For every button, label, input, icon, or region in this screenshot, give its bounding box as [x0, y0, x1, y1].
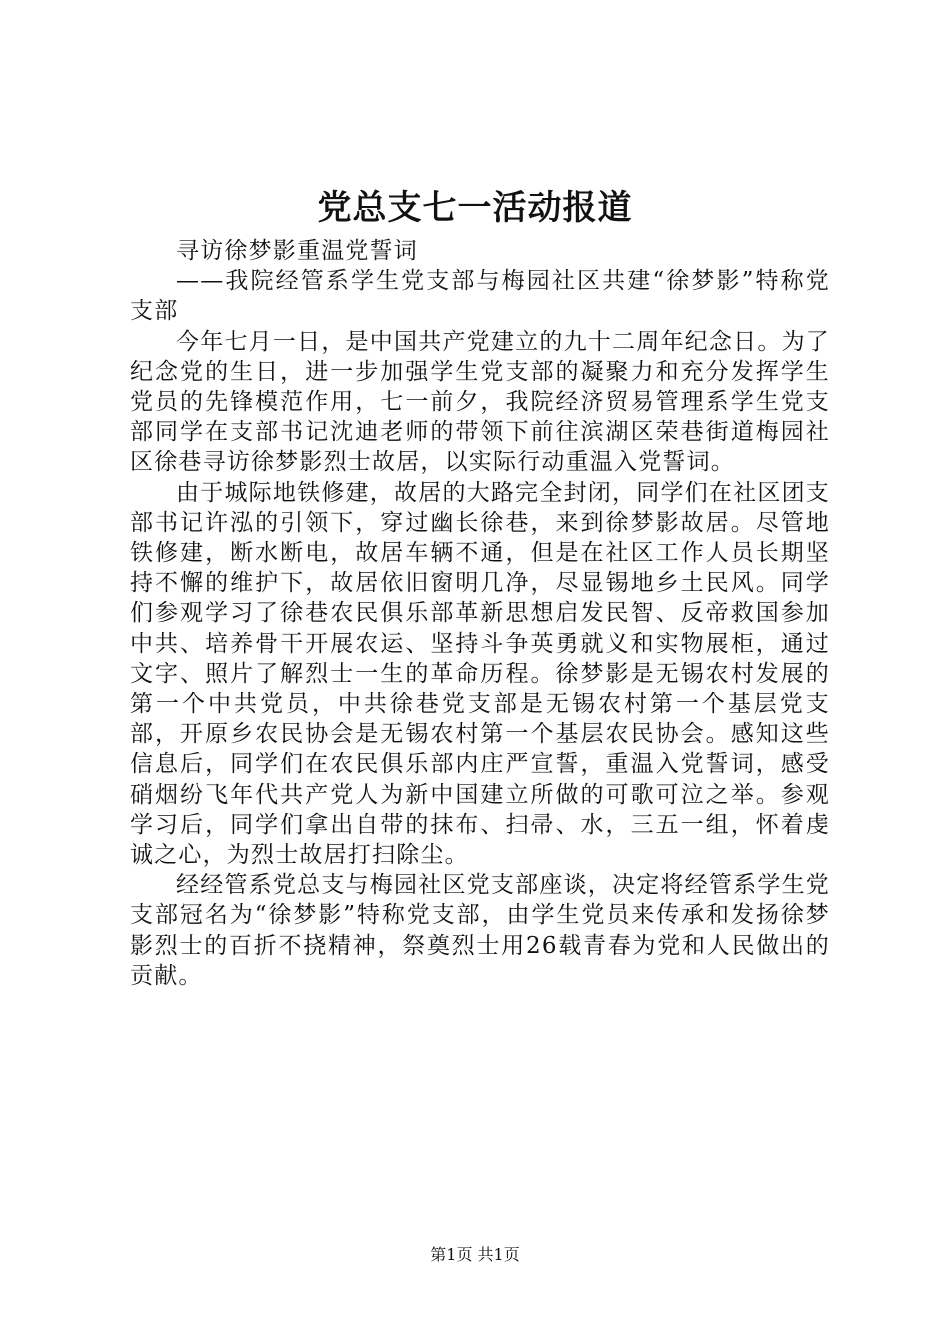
page-number: 第1页 共1页: [430, 1245, 520, 1264]
paragraph: 由于城际地铁修建，故居的大路完全封闭，同学们在社区团支部书记许泓的引领下，穿过幽长徐巷，来到徐梦影故居。尽管地铁修建，断水断电，故居车辆不通，但是在社区工作人员长期坚持不懈的维护下，故居依旧窗明几净，尽显锡地乡土民风。同学们参观学习了徐巷农民俱乐部革新思想启发民智、反帝救国参加中共、培养骨干开展农运、坚持斗争英勇就义和实物展柜，通过文字、照片了解烈士一生的革命历程。徐梦影是无锡农村发展的第一个中共党员，中共徐巷党支部是无锡农村第一个基层党支部，开原乡农民协会是无锡农村第一个基层农民协会。感知这些信息后，同学们在农民俱乐部内庄严宣誓，重温入党誓词，感受硝烟纷飞年代共产党人为新中国建立所做的可歌可泣之举。参观学习后，同学们拿出自带的抹布、扫帚、水，三五一组，怀着虔诚之心，为烈士故居打扫除尘。: [130, 479, 830, 869]
subtitle: 寻访徐梦影重温党誓词: [176, 238, 418, 264]
paragraph: 今年七月一日，是中国共产党建立的九十二周年纪念日。为了纪念党的生日，进一步加强学生党支部的凝聚力和充分发挥学生党员的先锋模范作用，七一前夕，我院经济贸易管理系学生党支部同学在支部书记沈迪老师的带领下前往滨湖区荣巷街道梅园社区徐巷寻访徐梦影烈士故居，以实际行动重温入党誓词。: [130, 328, 830, 476]
paragraph: 经经管系党总支与梅园社区党支部座谈，决定将经管系学生党支部冠名为“徐梦影”特称党支部，由学生党员来传承和发扬徐梦影烈士的百折不挠精神，祭奠烈士用26载青春为党和人民做出的贡献。: [130, 872, 830, 989]
subheading: ——我院经管系学生党支部与梅园社区共建“徐梦影”特称党支部: [130, 268, 830, 325]
document-body: [130, 236, 830, 991]
document-title: 党总支七一活动报道: [317, 188, 633, 228]
